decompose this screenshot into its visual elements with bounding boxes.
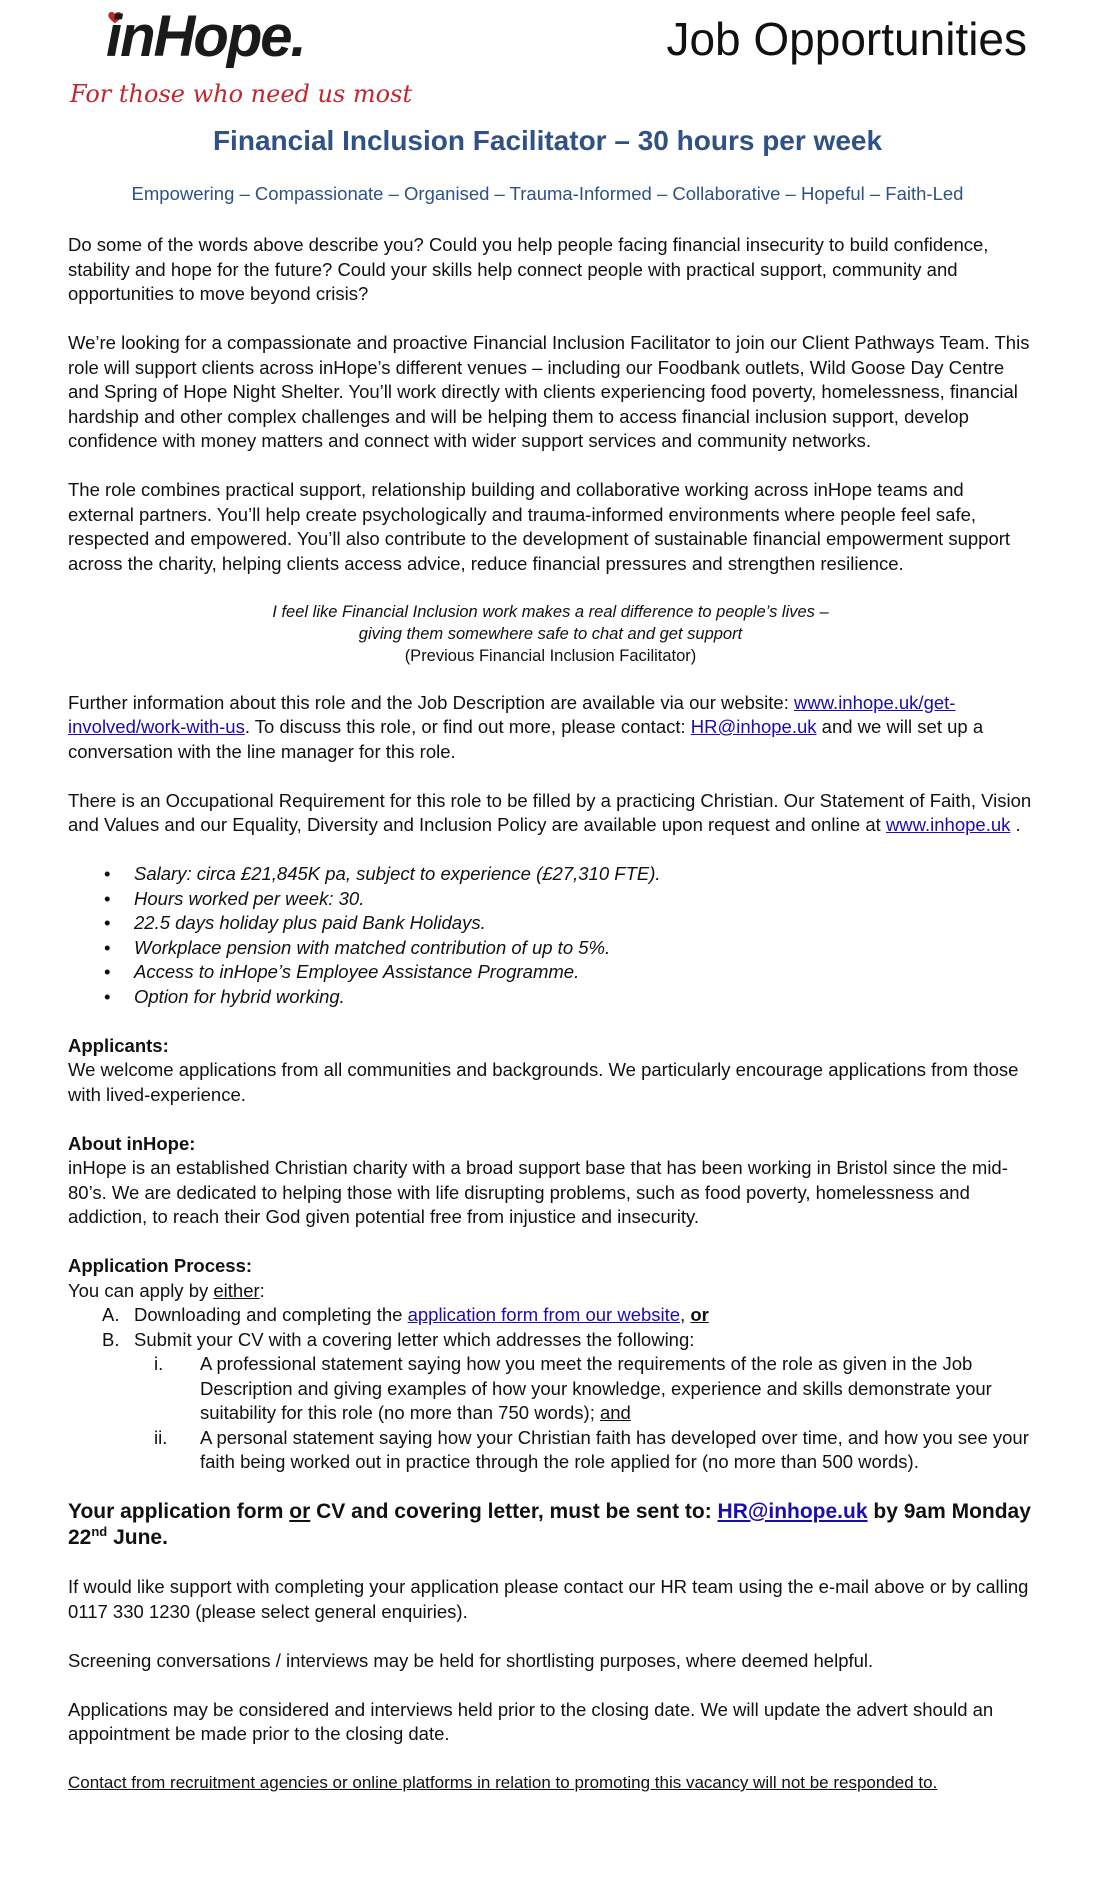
deadline-or: or — [289, 1499, 311, 1523]
list-item — [68, 960, 1033, 985]
requirement-text-end: . — [1010, 814, 1021, 835]
or-text: or — [690, 1304, 709, 1325]
logo-wordmark: inHope. — [106, 4, 305, 69]
option-b-text: Submit your CV with a covering letter which addresses the following: — [134, 1328, 695, 1350]
agency-disclaimer: Contact from recruitment agencies or online platforms in relation to promoting this vacancy will not be responded to. — [68, 1773, 938, 1792]
option-marker: B. — [102, 1328, 120, 1350]
list-item — [68, 1328, 1033, 1475]
process-intro-colon: : — [259, 1279, 265, 1301]
cv-requirements-list — [134, 1352, 1033, 1475]
list-item — [68, 862, 1033, 887]
advert-body — [68, 233, 1033, 1796]
list-item — [68, 985, 1033, 1010]
work-with-us-link[interactable]: www.inhope.uk/get-involved/work-with-us — [68, 691, 956, 737]
roman-marker: i. — [154, 1353, 164, 1374]
further-info-paragraph — [68, 691, 1033, 765]
option-a-sep: , — [680, 1304, 691, 1325]
process-intro — [68, 1279, 1033, 1304]
process-heading: Application Process: — [68, 1255, 253, 1276]
requirement-text: There is an Occupational Requirement for this role to be filled by a practicing Christian. Our Statement of Faith, Vision and Values and our Equality, Diversity and Inclusion Policy are available upon request and online at — [68, 789, 1032, 835]
page-title: Job Opportunities — [666, 13, 1027, 65]
list-item — [68, 1303, 1033, 1328]
testimonial-quote — [68, 601, 1033, 667]
support-paragraph: If would like support with completing your application please contact our HR team using the e-mail above or by calling 0117 330 1230 (please select general enquiries). — [68, 1576, 1029, 1622]
inhope-logo — [68, 4, 413, 114]
screening-paragraph: Screening conversations / interviews may be held for shortlisting purposes, where deemed helpful. — [68, 1649, 874, 1671]
about-section — [68, 1132, 1033, 1230]
list-item — [68, 887, 1033, 912]
benefits-list — [68, 862, 1033, 1009]
option-marker: A. — [102, 1304, 120, 1325]
either-text: either — [213, 1279, 260, 1301]
quote-line-2: giving them somewhere safe to chat and get support — [358, 624, 743, 643]
intro-paragraph-3: The role combines practical support, relationship building and collaborative working across inHope teams and external partners. You’ll help create psychologically and trauma-informed environments where people feel safe, respected and empowered. You’ll also contribute to the development of sustainable financial empowerment support across the charity, helping clients access advice, reduce financial pressures and strengthen resilience. — [68, 479, 1011, 574]
deadline-text: by 9am Monday 22 — [68, 1499, 1031, 1549]
benefit-text: Access to inHope’s Employee Assistance Programme. — [134, 961, 580, 982]
benefit-text: Salary: circa £21,845K pa, subject to experience (£27,310 FTE). — [134, 863, 661, 884]
hr-email-link[interactable]: HR@inhope.uk — [690, 716, 817, 737]
application-process-section — [68, 1254, 1033, 1475]
bullet-icon: • — [104, 936, 111, 958]
deadline-date-suffix: nd — [91, 1523, 108, 1539]
bullet-icon: • — [104, 887, 111, 909]
logo-tagline: For those who need us most — [70, 80, 413, 108]
quote-line-1: I feel like Financial Inclusion work makes a real difference to people’s lives – — [272, 602, 829, 621]
applicants-heading: Applicants: — [68, 1034, 169, 1056]
further-info-text: and we will set up a conversation with the line manager for this role. — [68, 716, 984, 762]
further-info-text: Further information about this role and the Job Description are available via our website: — [68, 691, 794, 713]
option-a-text: Downloading and completing the — [134, 1304, 408, 1325]
values-line: Empowering – Compassionate – Organised – Trauma-Informed – Collaborative – Hopeful – Faith-Led — [131, 183, 964, 204]
intro-paragraph-2: We’re looking for a compassionate and proactive Financial Inclusion Facilitator to join our Client Pathways Team. This role will support clients across inHope’s different venues – including our Foodbank outlets, Wild Goose Day Centre and Spring of Hope Night Shelter. You’ll work directly with clients experiencing food poverty, homelessness, financial hardship and other complex challenges and will be helping them to access financial inclusion support, develop confidence with money matters and connect with wider support services and community networks. — [68, 332, 1030, 451]
application-form-link[interactable]: application form from our website — [407, 1304, 681, 1325]
list-item — [134, 1352, 1033, 1426]
applicants-text: We welcome applications from all communities and backgrounds. We particularly encourage applications from those with lived-experience. — [68, 1059, 1019, 1105]
early-closing-paragraph: Applications may be considered and interviews held prior to the closing date. We will update the advert should an appointment be made prior to the closing date. — [68, 1698, 994, 1744]
about-text: inHope is an established Christian charity with a broad support base that has been working in Bristol since the mid-80’s. We are dedicated to helping those with life disrupting problems, such as food poverty, homelessness and addiction, to reach their God given potential free from injustice and insecurity. — [68, 1157, 1008, 1227]
process-intro-text: You can apply by — [68, 1279, 214, 1301]
bullet-icon: • — [104, 863, 111, 884]
sub-i-text: A professional statement saying how you meet the requirements of the role as given in the Job Description and giving examples of how your knowledge, experience and skills demonstrate your suitability for this role (no more than 750 words); — [200, 1353, 992, 1423]
list-item — [68, 936, 1033, 961]
deadline-text: CV and covering letter, must be sent to: — [310, 1499, 718, 1523]
further-info-text: . To discuss this role, or find out more, please contact: — [244, 716, 691, 737]
deadline-text: Your application form — [68, 1499, 290, 1523]
application-options-list — [68, 1303, 1033, 1475]
website-link[interactable]: www.inhope.uk — [885, 814, 1011, 835]
deadline-statement — [68, 1499, 1033, 1551]
deadline-text: June. — [107, 1525, 168, 1549]
roman-marker: ii. — [154, 1426, 168, 1448]
benefit-text: Workplace pension with matched contribution of up to 5%. — [134, 936, 611, 958]
intro-paragraph-1: Do some of the words above describe you? Could you help people facing financial insecurity to build confidence, stability and hope for the future? Could your skills help connect people with practical support, community and opportunities to move beyond crisis? — [68, 234, 989, 304]
quote-attribution: (Previous Financial Inclusion Facilitator) — [404, 646, 697, 665]
bullet-icon: • — [104, 912, 111, 933]
benefit-text: Hours worked per week: 30. — [134, 887, 365, 909]
job-title: Financial Inclusion Facilitator – 30 hours per week — [212, 125, 883, 156]
list-item — [68, 911, 1033, 936]
bullet-icon: • — [104, 985, 111, 1007]
benefit-text: 22.5 days holiday plus paid Bank Holidays. — [134, 912, 486, 933]
sub-ii-text: A personal statement saying how your Christian faith has developed over time, and how you see your faith being worked out in practice through the role applied for (no more than 500 words). — [200, 1426, 1029, 1472]
and-text: and — [599, 1402, 631, 1423]
bullet-icon: • — [104, 961, 111, 982]
requirement-paragraph — [68, 789, 1033, 838]
applicants-section — [68, 1034, 1033, 1108]
benefit-text: Option for hybrid working. — [134, 985, 345, 1007]
deadline-email-link[interactable]: HR@inhope.uk — [717, 1499, 868, 1523]
list-item — [134, 1426, 1033, 1475]
about-heading: About inHope: — [68, 1132, 196, 1154]
